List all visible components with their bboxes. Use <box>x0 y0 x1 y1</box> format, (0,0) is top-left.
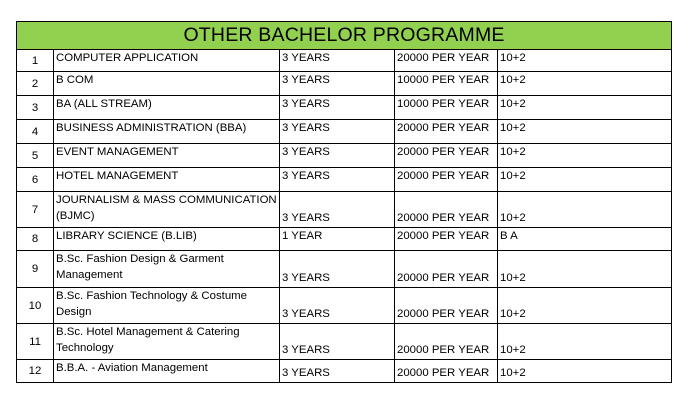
course-name-cell: B.B.A. - Aviation Management <box>54 360 280 383</box>
table-row <box>17 251 672 288</box>
programme-sheet <box>16 21 671 383</box>
duration-cell: 3 YEARS <box>280 360 395 383</box>
course-name-cell: BA (ALL STREAM) <box>54 96 280 120</box>
table-row <box>17 72 672 96</box>
fee-cell: 20000 PER YEAR <box>395 192 498 228</box>
duration-cell: 3 YEARS <box>280 50 395 72</box>
row-number-cell: 7 <box>17 192 54 228</box>
eligibility-cell: 10+2 <box>498 72 672 96</box>
duration-cell: 3 YEARS <box>280 168 395 192</box>
fee-cell: 20000 PER YEAR <box>395 360 498 383</box>
course-name-cell: JOURNALISM & MASS COMMUNICATION (BJMC) <box>54 192 280 228</box>
table-title: OTHER BACHELOR PROGRAMME <box>17 22 672 50</box>
row-number-cell: 9 <box>17 251 54 288</box>
course-name-cell: B.Sc. Hotel Management & Catering Technology <box>54 324 280 360</box>
row-number-cell: 1 <box>17 50 54 72</box>
duration-cell: 3 YEARS <box>280 324 395 360</box>
table-row <box>17 168 672 192</box>
fee-cell: 20000 PER YEAR <box>395 251 498 288</box>
eligibility-cell: 10+2 <box>498 144 672 168</box>
row-number-cell: 11 <box>17 324 54 360</box>
eligibility-cell: 10+2 <box>498 168 672 192</box>
duration-cell: 3 YEARS <box>280 251 395 288</box>
table-row <box>17 50 672 72</box>
row-number-cell: 2 <box>17 72 54 96</box>
row-number-cell: 8 <box>17 228 54 251</box>
row-number-cell: 12 <box>17 360 54 383</box>
table-row <box>17 192 672 228</box>
table-row <box>17 96 672 120</box>
duration-cell: 3 YEARS <box>280 72 395 96</box>
course-name-cell: BUSINESS ADMINISTRATION (BBA) <box>54 120 280 144</box>
table-row <box>17 360 672 383</box>
fee-cell: 10000 PER YEAR <box>395 96 498 120</box>
course-name-cell: COMPUTER APPLICATION <box>54 50 280 72</box>
course-name-cell: B.Sc. Fashion Design & Garment Management <box>54 251 280 288</box>
table-row <box>17 324 672 360</box>
eligibility-cell: 10+2 <box>498 192 672 228</box>
fee-cell: 20000 PER YEAR <box>395 168 498 192</box>
table-row <box>17 144 672 168</box>
fee-cell: 20000 PER YEAR <box>395 50 498 72</box>
duration-cell: 3 YEARS <box>280 120 395 144</box>
row-number-cell: 4 <box>17 120 54 144</box>
eligibility-cell: 10+2 <box>498 288 672 324</box>
duration-cell: 3 YEARS <box>280 288 395 324</box>
eligibility-cell: 10+2 <box>498 96 672 120</box>
table-row <box>17 120 672 144</box>
course-name-cell: HOTEL MANAGEMENT <box>54 168 280 192</box>
fee-cell: 20000 PER YEAR <box>395 288 498 324</box>
eligibility-cell: 10+2 <box>498 324 672 360</box>
row-number-cell: 5 <box>17 144 54 168</box>
fee-cell: 20000 PER YEAR <box>395 144 498 168</box>
programme-table <box>16 21 672 383</box>
course-name-cell: LIBRARY SCIENCE (B.LIB) <box>54 228 280 251</box>
duration-cell: 3 YEARS <box>280 192 395 228</box>
row-number-cell: 3 <box>17 96 54 120</box>
duration-cell: 3 YEARS <box>280 144 395 168</box>
course-name-cell: EVENT MANAGEMENT <box>54 144 280 168</box>
eligibility-cell: 10+2 <box>498 360 672 383</box>
title-row <box>17 22 672 50</box>
course-name-cell: B COM <box>54 72 280 96</box>
table-row <box>17 288 672 324</box>
duration-cell: 1 YEAR <box>280 228 395 251</box>
fee-cell: 10000 PER YEAR <box>395 72 498 96</box>
table-row <box>17 228 672 251</box>
fee-cell: 20000 PER YEAR <box>395 324 498 360</box>
eligibility-cell: 10+2 <box>498 251 672 288</box>
row-number-cell: 6 <box>17 168 54 192</box>
fee-cell: 20000 PER YEAR <box>395 120 498 144</box>
fee-cell: 20000 PER YEAR <box>395 228 498 251</box>
eligibility-cell: B A <box>498 228 672 251</box>
duration-cell: 3 YEARS <box>280 96 395 120</box>
row-number-cell: 10 <box>17 288 54 324</box>
course-name-cell: B.Sc. Fashion Technology & Costume Design <box>54 288 280 324</box>
eligibility-cell: 10+2 <box>498 120 672 144</box>
eligibility-cell: 10+2 <box>498 50 672 72</box>
